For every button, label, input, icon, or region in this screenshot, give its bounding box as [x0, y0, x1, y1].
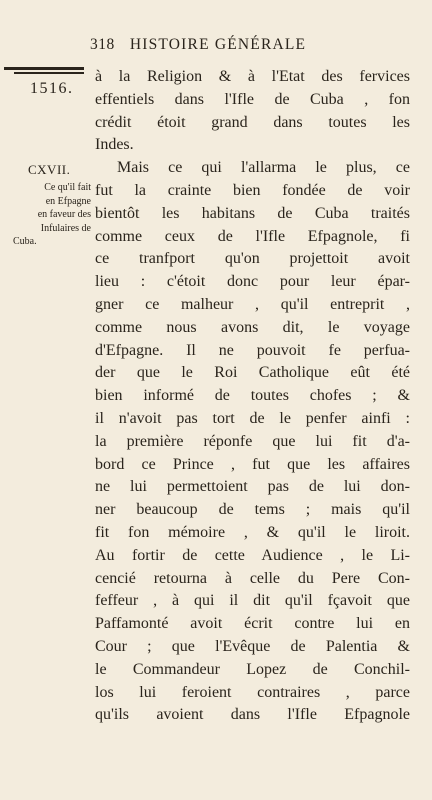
text-line: ce tranfport qu'on projettoit avoit: [95, 250, 410, 268]
text-line: d'Efpagne. Il ne pouvoit fe perfua-: [95, 341, 410, 359]
text-line: feffeur , à qui il dit qu'il fçavoit que: [95, 592, 410, 610]
text-line: bord ce Prince , fut que les affaires: [95, 455, 410, 473]
text-line: bientôt les habitans de Cuba traités: [95, 204, 410, 222]
text-line: Paffamonté avoit écrit contre lui en: [95, 615, 410, 633]
text-line: ner beaucoup de tems ; mais qu'il: [95, 501, 410, 519]
text-line: ne lui permettoient pas de lui don-: [95, 478, 410, 496]
body-text: [95, 66, 410, 727]
text-line: los lui feroient contraires , parce: [95, 683, 410, 701]
text-line: bien informé de toutes chofes ; &: [95, 387, 410, 405]
margin-note: [3, 181, 91, 249]
margin-note-line: Cuba.: [13, 236, 37, 247]
printer-ornament: [4, 67, 84, 76]
text-line: comme ceux de l'Ifle Efpagnole, fi: [95, 227, 410, 245]
text-line: gner ce malheur , qu'il entreprit ,: [95, 295, 410, 313]
text-line: le Commandeur Lopez de Conchil-: [95, 660, 410, 678]
text-line: comme nous avons dit, le voyage: [95, 318, 410, 336]
text-line: à la Religion & à l'Etat des fervices: [95, 68, 410, 85]
ornament-rule-top: [4, 67, 84, 70]
margin-note-line: Infulaires de: [40, 222, 91, 234]
margin-chapter-number: CXVII.: [28, 162, 71, 177]
page-number: 318: [90, 36, 115, 53]
text-line: crédit étoit grand dans toutes les: [95, 113, 410, 131]
text-line: Cour ; que l'Evêque de Palentia &: [95, 637, 410, 655]
margin-year: 1516.: [30, 80, 74, 97]
ornament-rule-bottom: [14, 72, 84, 74]
margin-note-line: Ce qu'il fait: [44, 182, 91, 193]
running-header: [90, 36, 400, 54]
text-line: der que le Roi Catholique eût été: [95, 364, 410, 382]
margin-note-line: en faveur des: [37, 209, 91, 220]
text-line: lieu : c'étoit donc pour leur épar-: [95, 273, 410, 291]
text-line: cencié retourna à celle du Pere Con-: [95, 569, 410, 587]
text-line: fit fon mémoire , & qu'il le liroit.: [95, 523, 410, 541]
text-line: Au fortir de cette Audience , le Li-: [95, 546, 410, 564]
text-line: fut la crainte bien fondée de voir: [95, 181, 410, 199]
text-line: Indes.: [95, 136, 134, 154]
running-title: HISTOIRE GÉNÉRALE: [129, 36, 307, 53]
text-line: qu'ils avoient dans l'Ifle Efpagnole: [95, 706, 410, 724]
margin-note-line: en Efpagne: [45, 195, 91, 207]
text-line: la première réponfe que lui fit d'a-: [95, 432, 410, 450]
paragraph-first-line: Mais ce qui l'allarma le plus, ce: [117, 159, 410, 177]
text-line: effentiels dans l'Ifle de Cuba , fon: [95, 90, 410, 108]
text-line: il n'avoit pas tort de le penfer ainfi :: [95, 409, 410, 427]
